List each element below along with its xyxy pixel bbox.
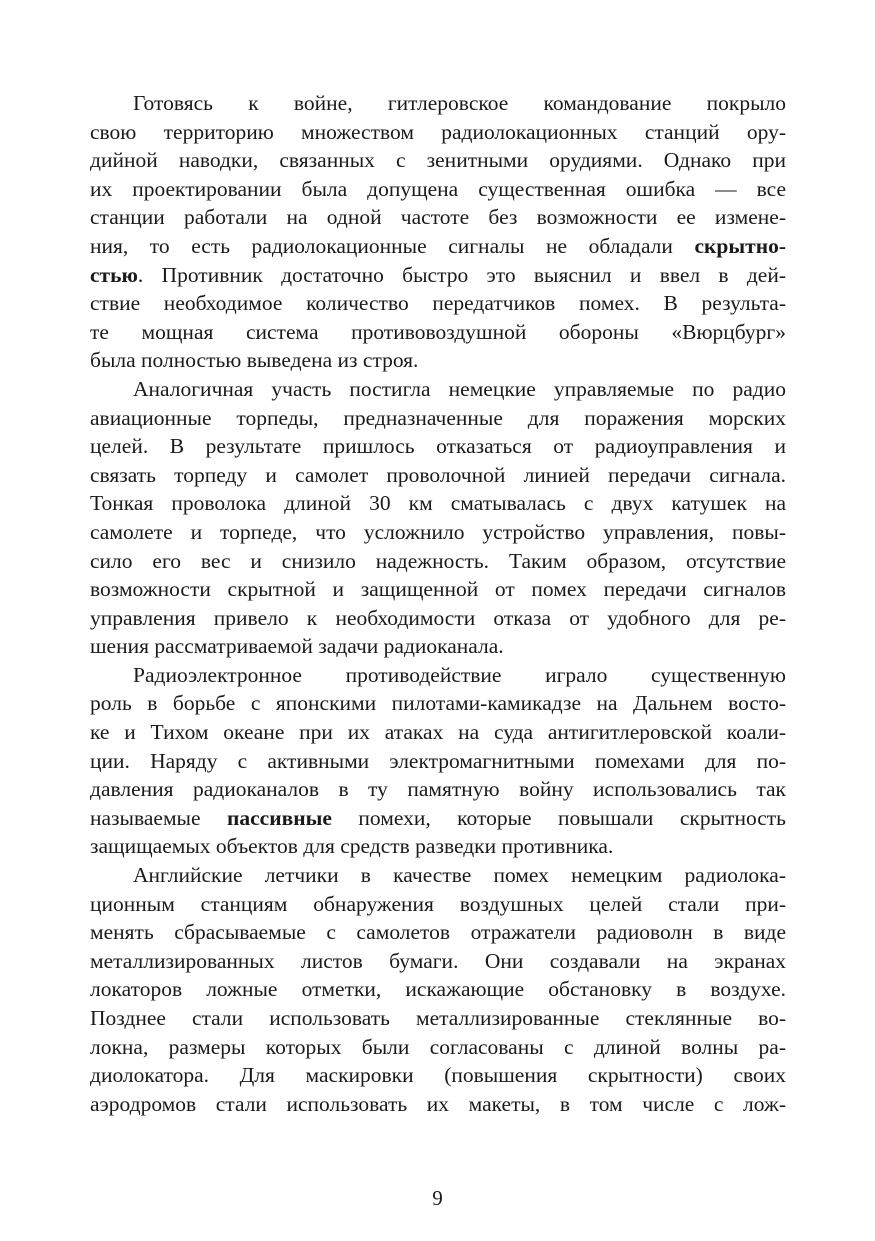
page-number: 9 [432, 1186, 443, 1210]
text-line [90, 1004, 786, 1033]
text-segment: давления радиоканалов в ту памятную войну использовались так [90, 777, 786, 802]
text-line [90, 489, 786, 518]
text-segment: дийной наводки, связанных с зенитными орудиями. Однако при [90, 148, 786, 173]
text-segment: ствие необходимое количество передатчиков помех. В результа- [90, 291, 786, 316]
text-line [90, 575, 786, 604]
text-segment: . Противник достаточно быстро это выяснил и ввел в дей- [137, 262, 786, 287]
text-segment: авиационные торпеды, предназначенные для поражения морских [90, 405, 786, 430]
text-line [90, 604, 786, 633]
text-line [90, 861, 786, 890]
text-segment: называемые [90, 805, 227, 830]
text-line [90, 718, 786, 747]
text-line [90, 775, 786, 804]
text-line [90, 661, 786, 690]
text-line [90, 404, 786, 433]
text-line [90, 1033, 786, 1062]
paragraph [90, 375, 786, 661]
text-line [90, 375, 786, 404]
text-line [90, 547, 786, 576]
text-segment: защищаемых объектов для средств разведки противника. [90, 834, 614, 859]
text-line [90, 146, 786, 175]
text-segment: менять сбрасываемые с самолетов отражатели радиоволн в виде [90, 920, 786, 945]
text-line [90, 632, 786, 661]
text-segment: сило его вес и снизило надежность. Таким образом, отсутствие [90, 548, 786, 573]
text-segment: металлизированных листов бумаги. Они создавали на экранах [90, 948, 786, 973]
text-line [90, 747, 786, 776]
text-line [90, 918, 786, 947]
text-segment: ции. Наряду с активными электромагнитными помехами для по- [90, 748, 786, 773]
text-segment: Радиоэлектронное противодействие играло существенную [133, 662, 786, 687]
text-segment: связать торпеду и самолет проволочной линией передачи сигнала. [90, 462, 786, 487]
text-line [90, 289, 786, 318]
text-line [90, 432, 786, 461]
text-line [90, 89, 786, 118]
text-segment: возможности скрытной и защищенной от помех передачи сигналов [90, 577, 786, 602]
text-segment: Позднее стали использовать металлизированные стеклянные во- [90, 1006, 786, 1030]
text-segment: была полностью выведена из строя. [90, 348, 419, 373]
text-line [90, 518, 786, 547]
text-line [90, 318, 786, 347]
text-segment: Аналогичная участь постигла немецкие управляемые по радио [133, 376, 786, 401]
text-segment: их проектировании была допущена существенная ошибка — все [90, 176, 786, 201]
text-line [90, 261, 786, 290]
text-line [90, 346, 786, 375]
text-line [90, 975, 786, 1004]
text-segment: Готовясь к войне, гитлеровское командование покрыло [133, 91, 786, 115]
text-line [90, 175, 786, 204]
body-text [90, 89, 786, 1118]
text-segment: свою территорию множеством радиолокационных станций ору- [90, 119, 786, 144]
text-segment: ке и Тихом океане при их атаках на суда антигитлеровской коали- [90, 720, 786, 745]
bold-term: пассивные [226, 805, 332, 830]
text-segment: те мощная система противовоздушной обороны «Вюрцбург» [90, 319, 786, 344]
text-line [90, 804, 786, 833]
text-line [90, 947, 786, 976]
text-segment: Английские летчики в качестве помех немецким радиолока- [133, 863, 786, 888]
text-segment: ния, то есть радиолокационные сигналы не обладали [90, 233, 695, 258]
text-segment: ционным станциям обнаружения воздушных целей стали при- [90, 891, 786, 916]
text-segment: управления привело к необходимости отказа от удобного для ре- [90, 605, 786, 630]
text-line [90, 118, 786, 147]
text-line [90, 832, 786, 861]
text-line [90, 890, 786, 919]
bold-term: скрытно- [694, 233, 786, 258]
text-segment: аэродромов стали использовать их макеты, в том числе с лож- [90, 1091, 786, 1116]
text-segment: помехи, которые повышали скрытность [331, 805, 786, 830]
text-segment: шения рассматриваемой задачи радиоканала. [90, 634, 504, 659]
paragraph [90, 89, 786, 375]
text-line [90, 1090, 786, 1119]
bold-term: стью [90, 262, 138, 287]
text-segment: локна, размеры которых были согласованы с длиной волны ра- [90, 1034, 786, 1059]
text-segment: роль в борьбе с японскими пилотами-камикадзе на Дальнем восто- [90, 691, 786, 716]
text-segment: Тонкая проволока длиной 30 км сматывалась с двух катушек на [90, 491, 786, 516]
paragraph [90, 861, 786, 1118]
paragraph [90, 661, 786, 861]
text-line [90, 203, 786, 232]
text-segment: целей. В результате пришлось отказаться от радиоуправления и [90, 434, 786, 459]
text-segment: самолете и торпеде, что усложнило устройство управления, повы- [90, 519, 786, 544]
text-line [90, 1061, 786, 1090]
text-line [90, 689, 786, 718]
text-line [90, 232, 786, 261]
text-segment: станции работали на одной частоте без возможности ее измене- [90, 205, 786, 230]
text-segment: локаторов ложные отметки, искажающие обстановку в воздухе. [90, 977, 786, 1002]
text-segment: диолокатора. Для маскировки (повышения скрытности) своих [90, 1063, 786, 1088]
text-line [90, 461, 786, 490]
